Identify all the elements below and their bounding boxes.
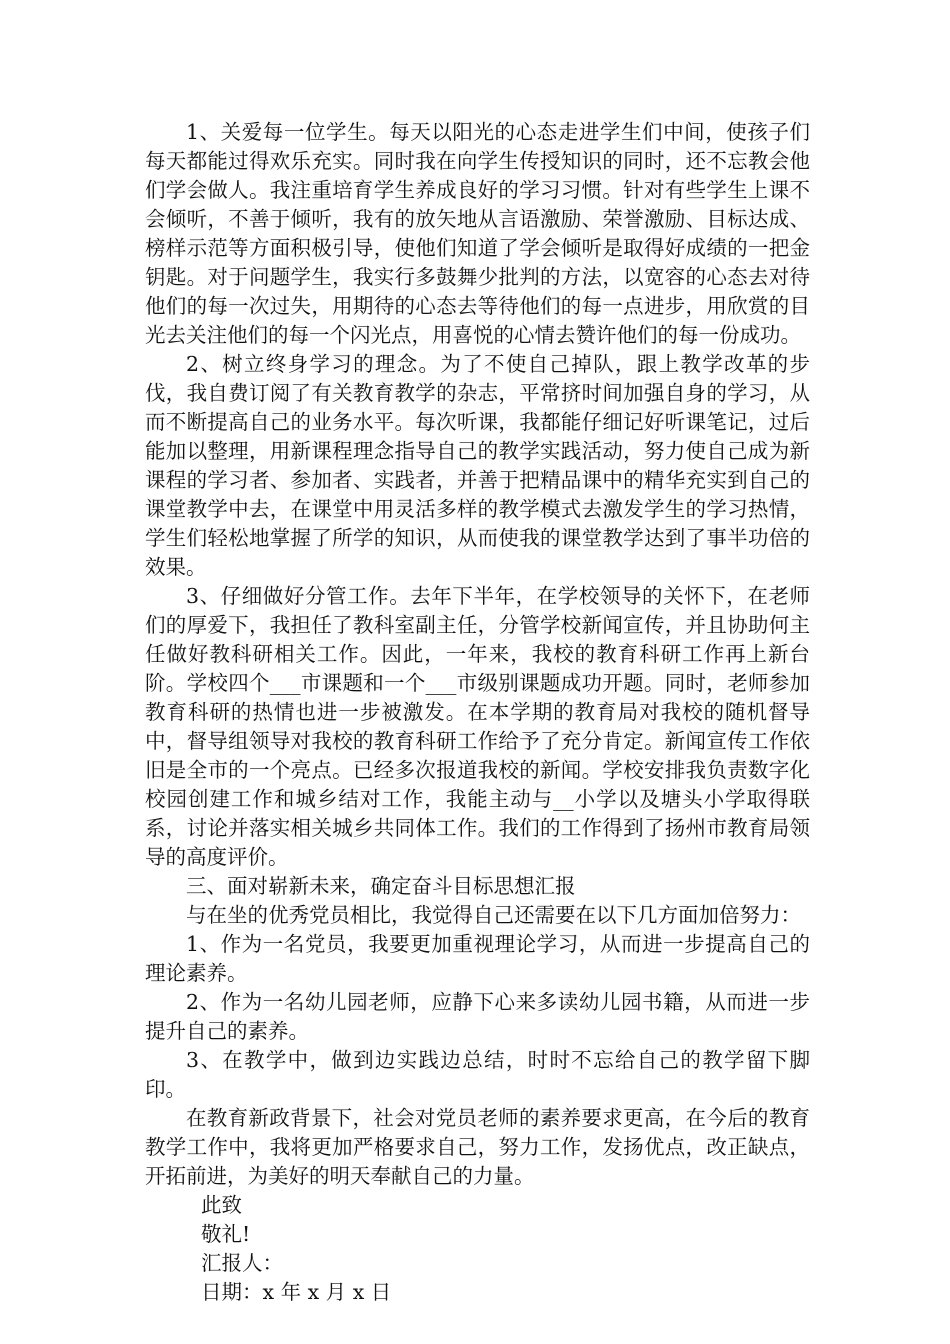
paragraph-conclusion: 在教育新政背景下，社会对党员老师的素养要求更高，在今后的教育教学工作中，我将更加严格要求自己，努力工作，发扬优点，改正缺点，开拓前进，为美好的明天奉献自己的力量。 [145, 1106, 810, 1188]
paragraph-care-students: 1、关爱每一位学生。每天以阳光的心态走进学生们中间，使孩子们每天都能过得欢乐充实。同时我在向学生传授知识的同时，还不忘教会他们学会做人。我注重培育学生养成良好的学习习惯。针对有些学生上课不会倾听，不善于倾听，我有的放矢地从言语激励、荣誉激励、目标达成、榜样示范等方面积极引导，使他们知道了学会倾听是取得好成绩的一把金钥匙。对于问题学生，我实行多鼓舞少批判的方法，以宽容的心态去对待他们的每一次过失，用期待的心态去等待他们的每一点进步，用欣赏的目光去关注他们的每一个闪光点，用喜悦的心情去赞许他们的每一份成功。 [145, 120, 810, 347]
closing-salutation: 此致 [201, 1193, 242, 1217]
paragraph-goal-theory: 1、作为一名党员，我要更加重视理论学习，从而进一步提高自己的理论素养。 [145, 932, 810, 985]
reporter-label: 汇报人： [201, 1251, 283, 1275]
paragraph-management-work: 3、仔细做好分管工作。去年下半年，在学校领导的关怀下，在老师们的厚爱下，我担任了教科室副主任，分管学校新闻宣传，并且协助何主任做好教科研相关工作。因此，一年来，我校的教育科研工作再上新台阶。学校四个___市课题和一个___市级别课题成功开题。同时，老师参加教育科研的热情也进一步被激发。在本学期的教育局对我校的随机督导中，督导组领导对我校的教育科研工作给予了充分肯定。新闻宣传工作依旧是全市的一个亮点。已经多次报道我校的新闻。学校安排我负责数字化校园创建工作和城乡结对工作，我能主动与__小学以及塘头小学取得联系，讨论并落实相关城乡共同体工作。我们的工作得到了扬州市教育局领导的高度评价。 [145, 584, 810, 869]
paragraph-goal-practice: 3、在教学中，做到边实践边总结，时时不忘给自己的教学留下脚印。 [145, 1048, 810, 1101]
section-heading: 三、面对崭新未来，确定奋斗目标思想汇报 [186, 874, 576, 898]
paragraph-lifelong-learning: 2、树立终身学习的理念。为了不使自己掉队，跟上教学改革的步伐，我自费订阅了有关教育教学的杂志，平常挤时间加强自身的学习，从而不断提高自己的业务水平。每次听课，我都能仔细记好听课笔记，过后能加以整理，用新课程理念指导自己的教学实践活动，努力使自己成为新课程的学习者、参加者、实践者，并善于把精品课中的精华充实到自己的课堂教学中去，在课堂中用灵活多样的教学模式去激发学生的学习热情，学生们轻松地掌握了所学的知识，从而使我的课堂教学达到了事半功倍的效果。 [145, 352, 810, 579]
date-line: 日期：x 年 x 月 x 日 [201, 1280, 392, 1304]
paragraph-intro-efforts: 与在坐的优秀党员相比，我觉得自己还需要在以下几方面加倍努力： [186, 903, 801, 927]
paragraph-goal-reading: 2、作为一名幼儿园老师，应静下心来多读幼儿园书籍，从而进一步提升自己的素养。 [145, 990, 810, 1043]
closing-regards: 敬礼! [201, 1222, 251, 1246]
document-body [145, 118, 810, 1307]
